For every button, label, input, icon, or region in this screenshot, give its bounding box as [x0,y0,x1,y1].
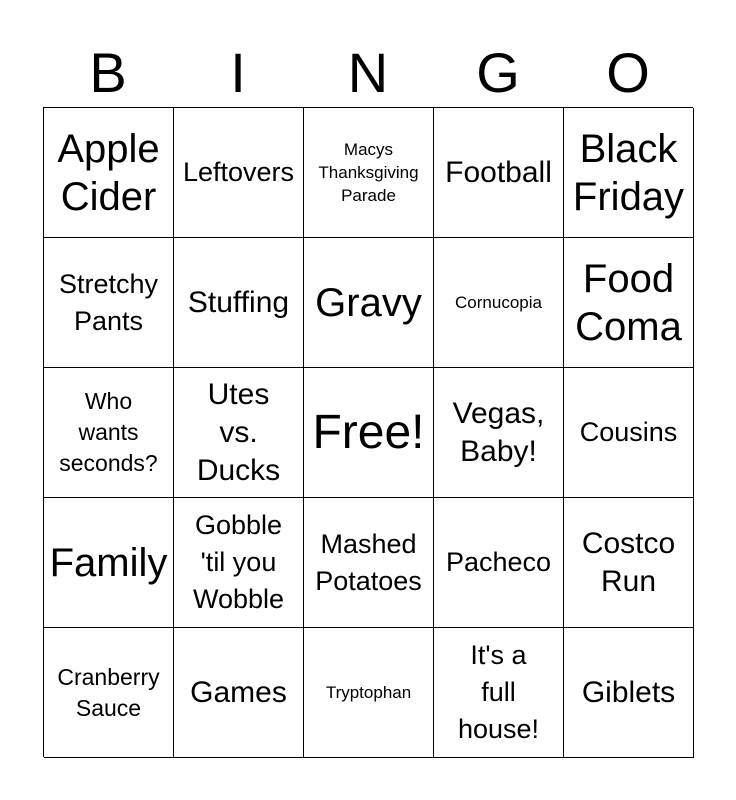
bingo-cell-r5c3[interactable]: Tryptophan [304,628,434,758]
bingo-cell-r3c5[interactable]: Cousins [564,368,694,498]
header-letter-o: O [606,41,650,104]
bingo-cell-r4c2[interactable]: Gobble 'til you Wobble [174,498,304,628]
bingo-cell-r2c1[interactable]: Stretchy Pants [44,238,174,368]
bingo-cell-r1c2[interactable]: Leftovers [174,108,304,238]
bingo-cell-r1c5[interactable]: Black Friday [564,108,694,238]
bingo-cell-free[interactable]: Free! [304,368,434,498]
bingo-cell-r4c4[interactable]: Pacheco [434,498,564,628]
bingo-board [43,107,693,757]
bingo-cell-r4c3[interactable]: Mashed Potatoes [304,498,434,628]
header-letter-b: B [89,41,127,104]
bingo-cell-r5c2[interactable]: Games [174,628,304,758]
bingo-cell-r4c5[interactable]: Costco Run [564,498,694,628]
bingo-cell-r2c4[interactable]: Cornucopia [434,238,564,368]
bingo-cell-r5c1[interactable]: Cranberry Sauce [44,628,174,758]
bingo-cell-r1c4[interactable]: Football [434,108,564,238]
bingo-cell-r3c4[interactable]: Vegas, Baby! [434,368,564,498]
bingo-cell-r2c5[interactable]: Food Coma [564,238,694,368]
bingo-cell-r5c4[interactable]: It's a full house! [434,628,564,758]
bingo-cell-r2c3[interactable]: Gravy [304,238,434,368]
bingo-cell-r2c2[interactable]: Stuffing [174,238,304,368]
bingo-header [43,40,693,106]
bingo-cell-r3c1[interactable]: Who wants seconds? [44,368,174,498]
header-letter-i: I [230,41,246,104]
bingo-cell-r4c1[interactable]: Family [44,498,174,628]
bingo-cell-r3c2[interactable]: Utes vs. Ducks [174,368,304,498]
header-letter-n: N [347,41,389,104]
bingo-cell-r1c1[interactable]: Apple Cider [44,108,174,238]
bingo-cell-r5c5[interactable]: Giblets [564,628,694,758]
header-letter-g: G [476,41,520,104]
bingo-cell-r1c3[interactable]: Macys Thanksgiving Parade [304,108,434,238]
